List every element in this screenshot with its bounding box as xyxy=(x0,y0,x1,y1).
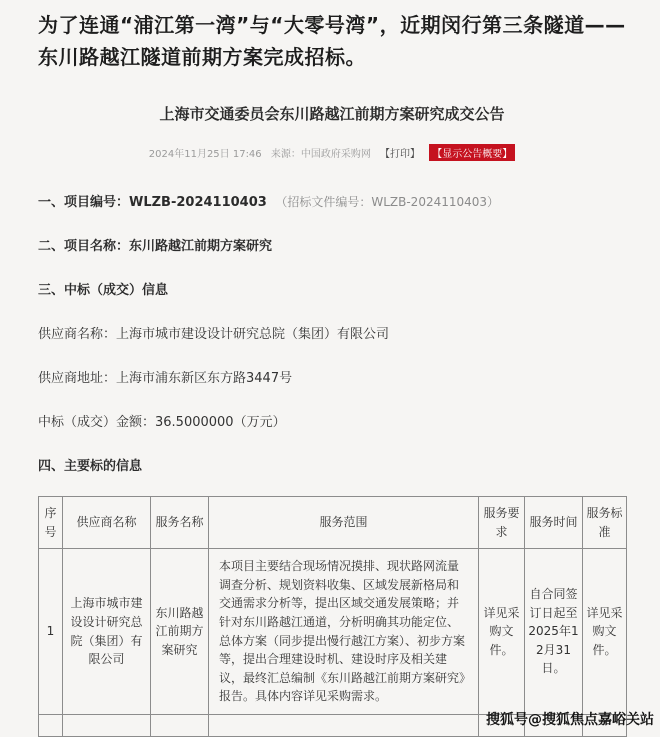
cell-service-std: 详见采购文件。 xyxy=(583,549,627,715)
award-amount-line: 中标（成交）金额：36.5000000（万元） xyxy=(38,415,286,431)
header-service-req: 服务要求 xyxy=(479,497,525,549)
section-main-subject: 四、主要标的信息 xyxy=(38,459,143,475)
project-number-text: 一、项目编号：WLZB-2024110403 xyxy=(38,195,267,211)
intro-text: 为了连通“浦江第一湾”与“大零号湾”，近期闵行第三条隧道——东川路越江隧道前期方案完成招标。 xyxy=(38,13,626,69)
supplier-address-line: 供应商地址：上海市浦东新区东方路3447号 xyxy=(38,371,293,387)
show-summary-badge[interactable]: 【显示公告概要】 xyxy=(429,144,515,161)
cell-service-name: 东川路越江前期方案研究 xyxy=(151,549,209,715)
header-seq: 序号 xyxy=(39,497,63,549)
cell-supplier: 上海市城市建设设计研究总院（集团）有限公司 xyxy=(63,549,151,715)
header-service-time: 服务时间 xyxy=(525,497,583,549)
header-supplier: 供应商名称 xyxy=(63,497,151,549)
table-header-row xyxy=(39,497,627,549)
project-number-note: （招标文件编号：WLZB-2024110403） xyxy=(275,195,500,210)
cell-seq: 1 xyxy=(39,549,63,715)
print-link[interactable]: 【打印】 xyxy=(380,149,421,161)
subject-info-table xyxy=(38,496,627,737)
section-project-number xyxy=(38,191,626,210)
page-title: 上海市交通委员会东川路越江前期方案研究成交公告 xyxy=(159,105,505,124)
cell-service-req: 详见采购文件。 xyxy=(479,549,525,715)
watermark-text: 搜狐号@搜狐焦点嘉峪关站 xyxy=(486,712,654,728)
header-service-scope: 服务范围 xyxy=(209,497,479,549)
meta-source: 来源：中国政府采购网 xyxy=(270,149,371,161)
meta-line xyxy=(38,144,626,161)
section-project-name: 二、项目名称：东川路越江前期方案研究 xyxy=(38,239,273,255)
meta-date: 2024年11月25日 17:46 xyxy=(148,149,262,161)
header-service-std: 服务标准 xyxy=(583,497,627,549)
supplier-name-line: 供应商名称：上海市城市建设设计研究总院（集团）有限公司 xyxy=(38,327,390,343)
section-award-info: 三、中标（成交）信息 xyxy=(38,283,169,299)
table-row xyxy=(39,549,627,715)
header-service-name: 服务名称 xyxy=(151,497,209,549)
cell-service-scope: 本项目主要结合现场情况摸排、现状路网流量调查分析、规划资料收集、区域发展新格局和交通需求分析等，提出区域交通发展策略；并针对东川路越江通道，分析明确其功能定位、总体方案（同步提出慢行越江方案）、初步方案等，提出合理建设时机、建设时序及相关建议，最终汇总编制《东川路越江前期方案研究》报告。具体内容详见采购需求。 xyxy=(209,549,479,715)
cell-service-time: 自合同签订日起至2025年12月31日。 xyxy=(525,549,583,715)
